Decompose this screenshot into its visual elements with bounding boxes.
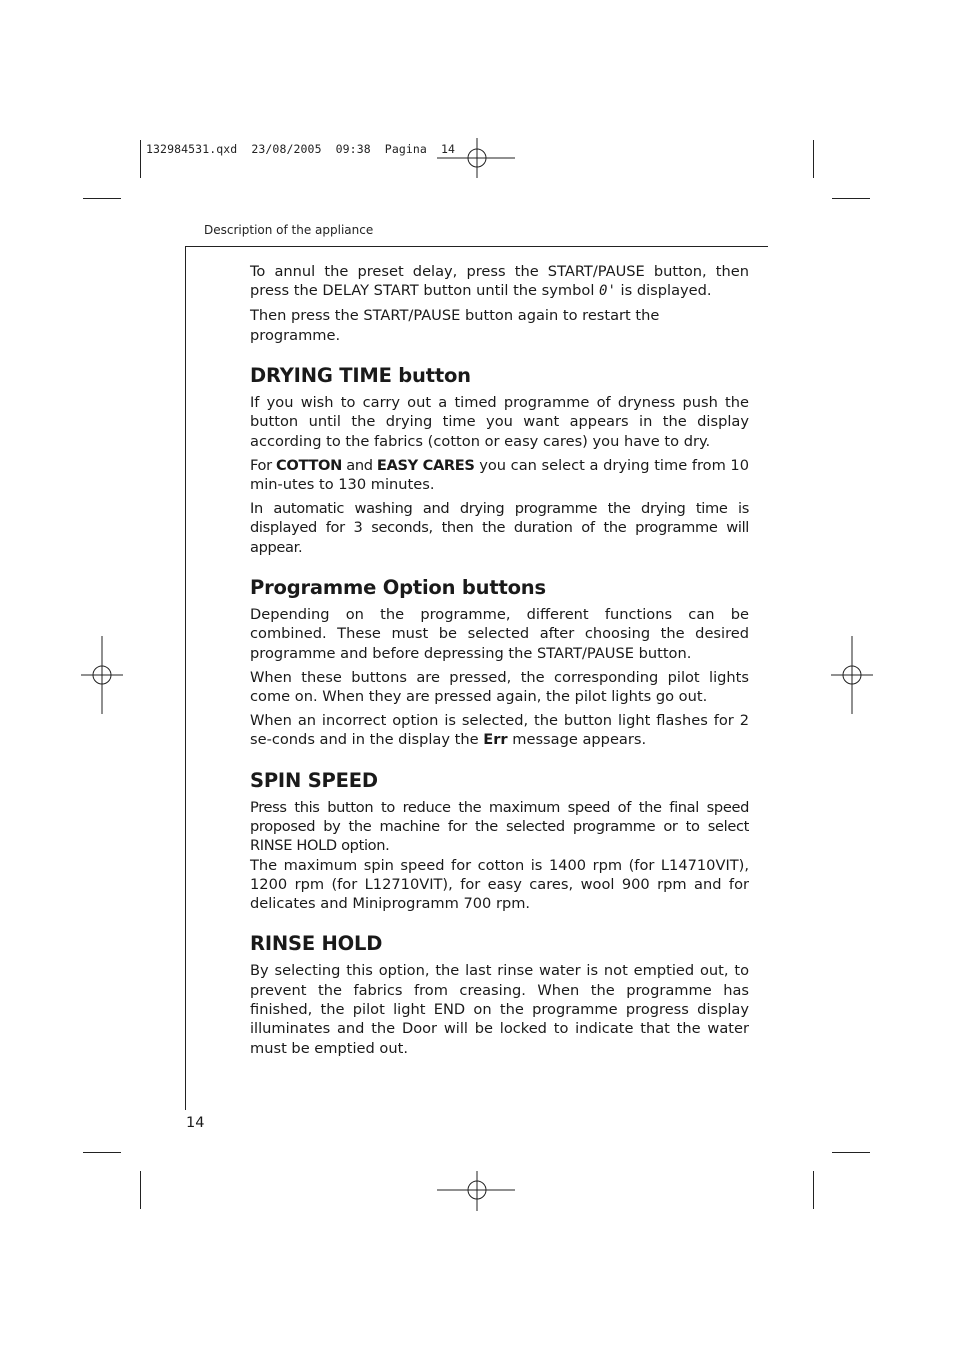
file-header: 132984531.qxd 23/08/2005 09:38 Pagina 14 xyxy=(146,142,456,156)
err-message: Err xyxy=(483,731,508,749)
margin-rule xyxy=(185,246,186,1110)
crop-mark xyxy=(140,140,141,178)
heading-rinse-hold: RINSE HOLD xyxy=(250,932,383,956)
page-number: 14 xyxy=(186,1115,205,1131)
header-rule xyxy=(185,246,768,247)
rinse-paragraph-1: By selecting this option, the last rinse water is not emptied out, to prevent the fabrics from creasing. When the programme has finished, the pilot light END on the programme progress display illuminates and the Door will be locked to indicate that the water must be emptied out. xyxy=(250,962,749,1057)
running-header: Description of the appliance xyxy=(204,223,374,237)
crop-mark xyxy=(140,1171,141,1209)
intro-paragraph-2: Then press the START/PAUSE button again to restart the programme. xyxy=(250,307,660,344)
registration-mark-left-icon xyxy=(81,636,123,714)
spin-paragraph-2: The maximum spin speed for cotton is 1400 rpm (for L14710VIT), 1200 rpm (for L12710VIT), for easy cares, wool 900 rpm and for delicates and Miniprogramm 700 rpm. xyxy=(250,856,749,913)
registration-mark-right-icon xyxy=(831,636,873,714)
crop-mark xyxy=(83,198,121,199)
heading-programme-options: Programme Option buttons xyxy=(250,575,546,599)
crop-mark xyxy=(813,140,814,178)
delay-symbol: 0' xyxy=(599,283,616,300)
heading-spin-speed: SPIN SPEED xyxy=(250,768,378,792)
crop-mark xyxy=(83,1152,121,1153)
options-paragraph-2: When these buttons are pressed, the corresponding pilot lights come on. When they are pressed again, the pilot lights go out. xyxy=(250,668,749,705)
crop-mark xyxy=(832,198,870,199)
intro-paragraph-1: To annul the preset delay, press the START/PAUSE button, then press the DELAY START button until the symbol 0' is displayed. xyxy=(250,263,749,300)
registration-mark-bottom-icon xyxy=(437,1171,517,1211)
crop-mark xyxy=(813,1171,814,1209)
options-paragraph-1: Depending on the programme, different functions can be combined. These must be selected after choosing the desired programme and before depressing the START/PAUSE button. xyxy=(250,605,749,662)
drying-paragraph-1: If you wish to carry out a timed programme of dryness push the button until the drying time you want appears in the display according to the fabrics (cotton or easy cares) you have to dry. xyxy=(250,393,749,450)
crop-mark xyxy=(832,1152,870,1153)
spin-paragraph-1: Press this button to reduce the maximum speed of the final speed proposed by the machine for the selected programme or to select RINSE HOLD option. xyxy=(250,798,749,855)
options-paragraph-3: When an incorrect option is selected, the button light flashes for 2 se-conds and in the display the Err message appears. xyxy=(250,712,749,749)
page-content xyxy=(250,262,749,1063)
heading-drying-time: DRYING TIME button xyxy=(250,363,471,387)
drying-paragraph-3: In automatic washing and drying programme the drying time is displayed for 3 seconds, then the duration of the programme will appear. xyxy=(250,500,749,556)
drying-paragraph-2: For COTTON and EASY CARES you can select a drying time from 10 min-utes to 130 minutes. xyxy=(250,456,749,493)
